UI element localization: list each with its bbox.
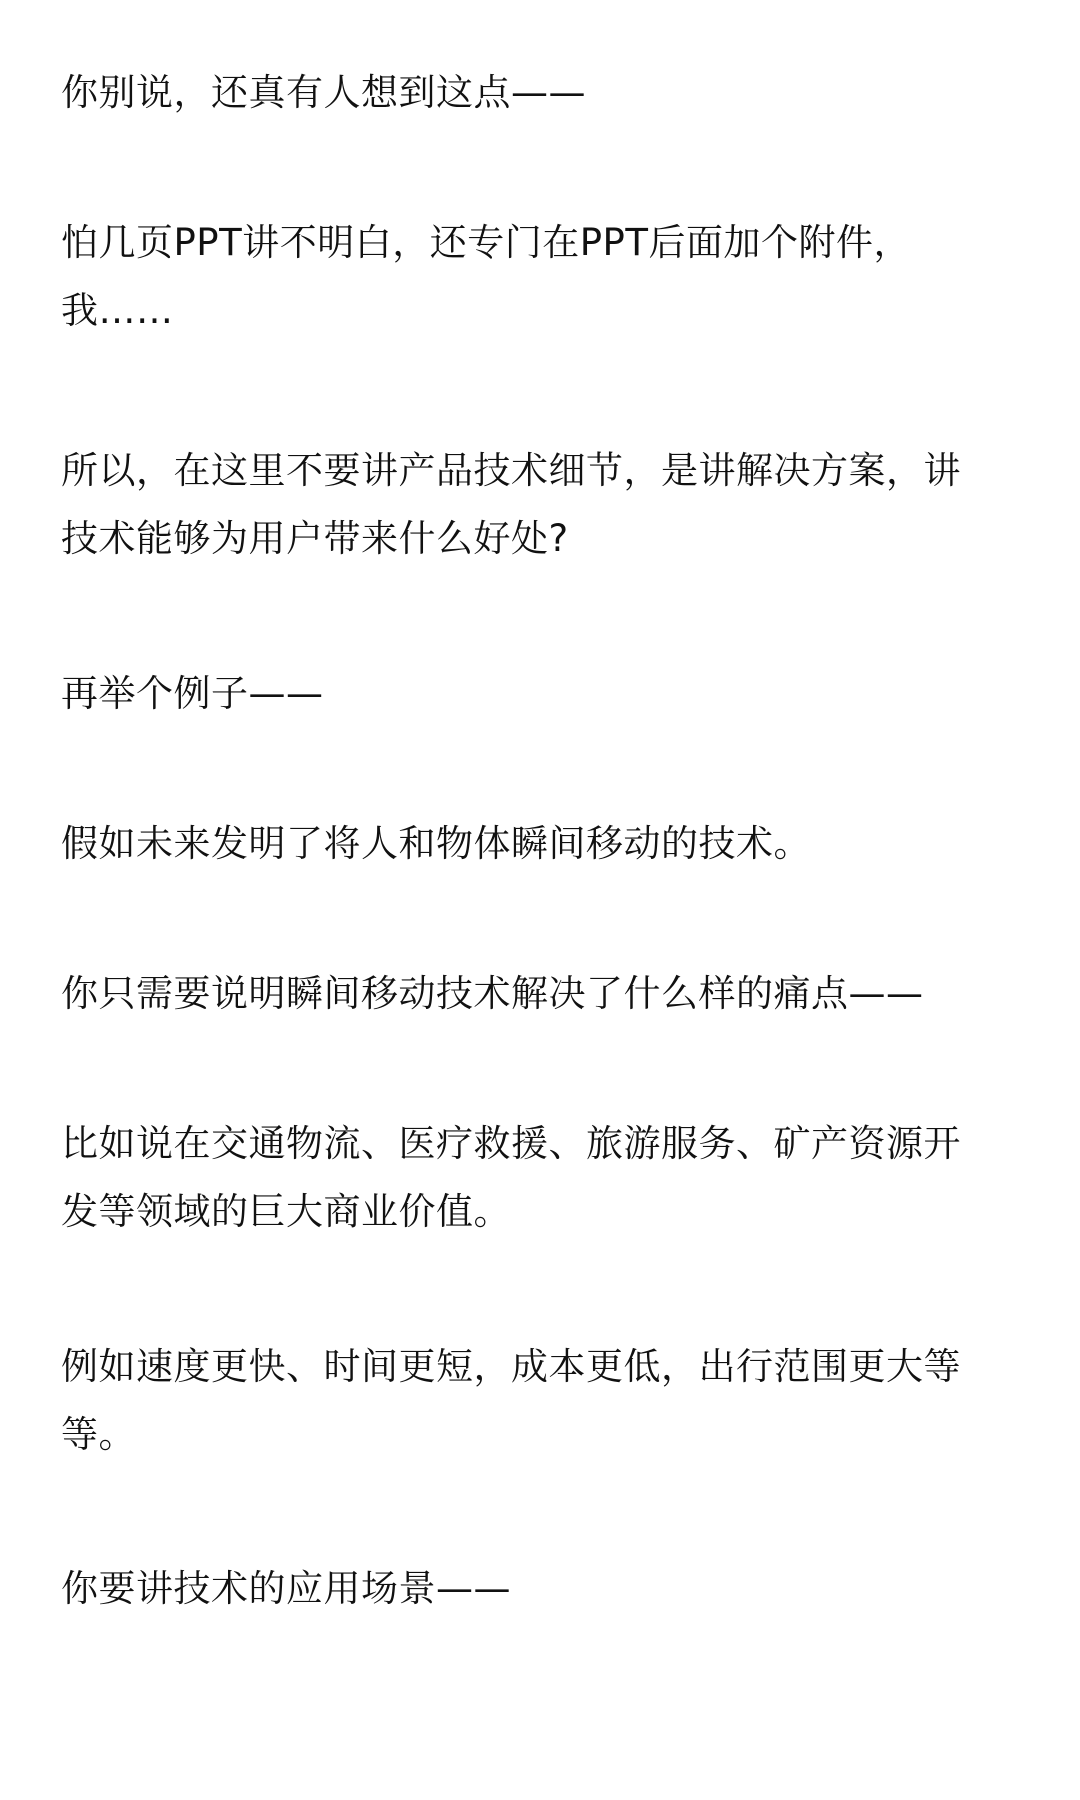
paragraph-5: 假如未来发明了将人和物体瞬间移动的技术。: [61, 822, 811, 865]
paragraph-8: 例如速度更快、时间更短，成本更低，出行范围更大等 等。: [61, 1345, 961, 1456]
paragraph-7: 比如说在交通物流、医疗救援、旅游服务、矿产资源开 发等领域的巨大商业价值。: [61, 1122, 961, 1233]
paragraph-6: 你只需要说明瞬间移动技术解决了什么样的痛点——: [61, 972, 924, 1015]
paragraph-2: 怕几页PPT讲不明白，还专门在PPT后面加个附件， 我……: [61, 221, 911, 332]
paragraph-3: 所以，在这里不要讲产品技术细节，是讲解决方案，讲 技术能够为用户带来什么好处?: [61, 449, 961, 560]
paragraph-1: 你别说，还真有人想到这点——: [61, 71, 586, 114]
paragraph-9: 你要讲技术的应用场景——: [61, 1567, 511, 1610]
paragraph-4: 再举个例子——: [61, 672, 324, 715]
